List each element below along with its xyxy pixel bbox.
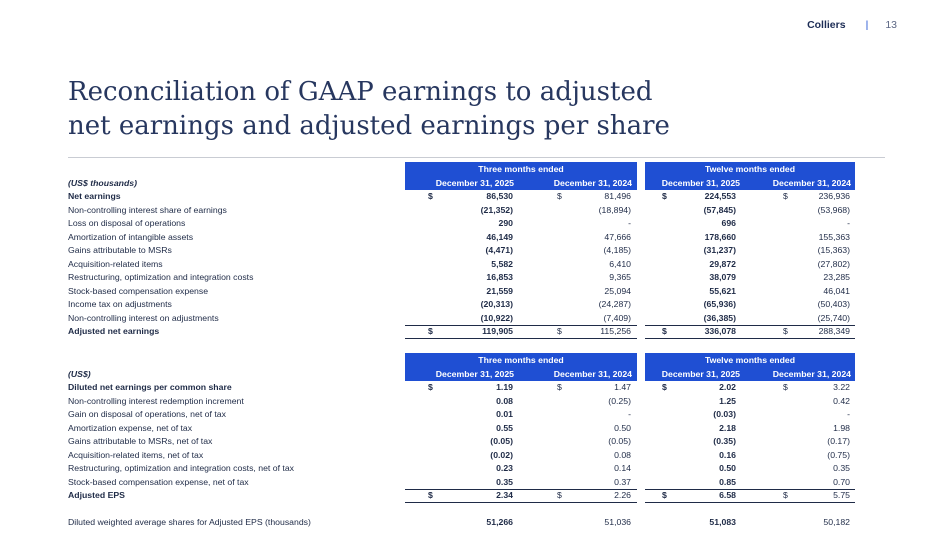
cell-value: (0.02) (490, 449, 513, 460)
cell-value: 2.34 (496, 490, 513, 500)
cell-value: 3.22 (833, 382, 850, 392)
cell-value: 2.26 (614, 490, 631, 500)
value-cell (405, 325, 520, 339)
cell-value: 0.42 (833, 395, 850, 406)
row-label: Stock-based compensation expense (68, 285, 209, 296)
currency-symbol: $ (557, 490, 562, 500)
currency-symbol: $ (557, 382, 562, 392)
cell-value: (10,922) (480, 312, 513, 323)
value-cell (405, 489, 520, 503)
cell-value: - (628, 218, 631, 228)
row-label: Non-controlling interest on adjustments (68, 312, 219, 323)
cell-value: 46,041 (823, 285, 850, 296)
cell-value: 0.23 (496, 463, 513, 473)
cell-value: 0.50 (614, 422, 631, 433)
twelve-months-header: Twelve months ended (645, 353, 855, 367)
table-row (68, 435, 855, 449)
currency-symbol: $ (783, 191, 788, 201)
value-cell (645, 489, 742, 503)
column-header: December 31, 2024 (742, 367, 855, 381)
cell-value: 0.70 (833, 476, 850, 487)
page-title (68, 75, 670, 143)
cell-value: 288,349 (818, 326, 850, 336)
cell-value: (0.05) (608, 436, 631, 446)
cell-value: 2.02 (719, 382, 736, 392)
currency-symbol: $ (662, 326, 667, 336)
cell-value: (4,185) (603, 245, 631, 255)
cell-value: 46,149 (486, 231, 513, 242)
row-label: Gain on disposal of operations, net of tax (68, 409, 226, 419)
cell-value: 178,660 (704, 231, 736, 242)
table-row-total (68, 325, 855, 339)
row-label: Gains attributable to MSRs (68, 245, 172, 255)
cell-value: 1.19 (496, 382, 513, 392)
currency-symbol: $ (557, 191, 562, 201)
cell-value: - (628, 409, 631, 419)
cell-value: (65,936) (703, 299, 736, 309)
cell-value: 50,182 (823, 517, 850, 527)
row-label: Adjusted net earnings (68, 326, 160, 336)
unit-label: (US$) (68, 369, 91, 379)
unit-label: (US$ thousands) (68, 178, 138, 188)
table-row (68, 422, 855, 436)
earnings-table-group-header (68, 162, 855, 176)
column-header: December 31, 2024 (520, 176, 637, 190)
cell-value: 1.98 (833, 422, 850, 433)
row-label: Non-controlling interest redemption increment (68, 395, 244, 406)
cell-value: 0.85 (719, 476, 736, 487)
cell-value: - (847, 218, 850, 228)
table-row (68, 408, 855, 422)
table-row (68, 476, 855, 490)
cell-value: (0.03) (713, 409, 736, 419)
page-number: 13 (885, 19, 897, 31)
cell-value: 25,094 (604, 285, 631, 296)
cell-value: 23,285 (823, 272, 850, 282)
cell-value: 0.35 (833, 463, 850, 473)
currency-symbol: $ (428, 382, 433, 392)
cell-value: (15,363) (817, 245, 850, 255)
cell-value: 86,530 (486, 191, 513, 201)
cell-value: (7,409) (603, 312, 631, 323)
row-label: Amortization expense, net of tax (68, 422, 193, 433)
table-row (68, 462, 855, 476)
currency-symbol: $ (783, 382, 788, 392)
cell-value: (0.35) (713, 436, 736, 446)
currency-symbol: $ (662, 382, 667, 392)
cell-value: 236,936 (818, 191, 850, 201)
currency-symbol: $ (428, 326, 433, 336)
value-cell (405, 190, 520, 204)
cell-value: 224,553 (704, 191, 736, 201)
row-label: Stock-based compensation expense, net of tax (68, 476, 249, 487)
cell-value: (31,237) (703, 245, 736, 255)
value-cell (742, 381, 855, 395)
cell-value: 51,036 (604, 517, 631, 527)
cell-value: (0.05) (490, 436, 513, 446)
cell-value: - (847, 409, 850, 419)
cell-value: (21,352) (480, 204, 513, 215)
row-label: Non-controlling interest share of earnings (68, 204, 227, 215)
cell-value: 696 (721, 218, 736, 228)
title-line-2: net earnings and adjusted earnings per share (68, 111, 670, 141)
value-cell (645, 325, 742, 339)
column-header: December 31, 2024 (520, 367, 637, 381)
cell-value: 290 (498, 218, 513, 228)
table-row (68, 190, 855, 204)
value-cell (645, 190, 742, 204)
value-cell (645, 381, 742, 395)
value-cell (405, 381, 520, 395)
cell-value: 21,559 (486, 285, 513, 296)
eps-table-column-header (68, 367, 855, 381)
cell-value: (0.25) (608, 395, 631, 406)
cell-value: (20,313) (480, 299, 513, 309)
value-cell (742, 325, 855, 339)
row-label: Diluted net earnings per common share (68, 382, 232, 392)
cell-value: 6,410 (609, 258, 631, 269)
table-row (68, 298, 855, 312)
table-row (68, 395, 855, 409)
table-row (68, 285, 855, 299)
cell-value: 2.18 (719, 422, 736, 433)
cell-value: 0.08 (614, 449, 631, 460)
cell-value: (0.75) (827, 449, 850, 460)
table-row (68, 449, 855, 463)
row-label: Loss on disposal of operations (68, 218, 186, 228)
table-row (68, 312, 855, 326)
table-row (68, 381, 855, 395)
cell-value: 0.01 (496, 409, 513, 419)
table-row (68, 271, 855, 285)
row-label: Adjusted EPS (68, 490, 125, 500)
cell-value: (50,403) (817, 299, 850, 309)
eps-table-group-header (68, 353, 855, 367)
twelve-months-header: Twelve months ended (645, 162, 855, 176)
cell-value: 1.47 (614, 382, 631, 392)
cell-value: (4,471) (485, 245, 513, 255)
cell-value: (57,845) (703, 204, 736, 215)
cell-value: 336,078 (704, 326, 736, 336)
cell-value: (25,740) (817, 312, 850, 323)
brand-name: Colliers (807, 19, 846, 31)
cell-value: 51,083 (709, 517, 736, 527)
cell-value: 55,621 (709, 285, 736, 296)
value-cell (742, 190, 855, 204)
currency-symbol: $ (662, 191, 667, 201)
cell-value: 0.50 (719, 463, 736, 473)
row-label: Net earnings (68, 191, 121, 201)
cell-value: 47,666 (604, 231, 631, 242)
cell-value: 1.25 (719, 395, 736, 406)
cell-value: 115,256 (600, 326, 631, 336)
cell-value: 5.75 (833, 490, 850, 500)
currency-symbol: $ (783, 326, 788, 336)
three-months-header: Three months ended (405, 162, 637, 176)
row-label: Restructuring, optimization and integration costs, net of tax (68, 463, 294, 473)
column-header: December 31, 2025 (645, 176, 742, 190)
title-line-1: Reconciliation of GAAP earnings to adjusted (68, 77, 653, 107)
table-row (68, 258, 855, 272)
currency-symbol: $ (428, 191, 433, 201)
column-header: December 31, 2025 (405, 367, 520, 381)
cell-value: 5,582 (491, 258, 513, 269)
column-header: December 31, 2024 (742, 176, 855, 190)
cell-value: 51,266 (486, 517, 513, 527)
cell-value: (27,802) (817, 258, 850, 269)
currency-symbol: $ (662, 490, 667, 500)
row-label: Gains attributable to MSRs, net of tax (68, 436, 213, 446)
row-label: Diluted weighted average shares for Adjusted EPS (thousands) (68, 517, 311, 527)
row-label: Acquisition-related items (68, 258, 163, 269)
row-label: Income tax on adjustments (68, 299, 172, 309)
row-label: Acquisition-related items, net of tax (68, 449, 204, 460)
cell-value: 0.55 (496, 422, 513, 433)
cell-value: 6.58 (719, 490, 736, 500)
cell-value: (24,287) (598, 299, 631, 309)
value-cell (520, 325, 637, 339)
row-label: Restructuring, optimization and integration costs (68, 272, 254, 282)
cell-value: 0.37 (614, 476, 631, 487)
slide-header (807, 18, 897, 32)
cell-value: 9,365 (609, 272, 631, 282)
header-separator: | (865, 19, 869, 31)
table-row-total (68, 489, 855, 503)
currency-symbol: $ (783, 490, 788, 500)
value-cell (520, 489, 637, 503)
value-cell (742, 489, 855, 503)
value-cell (520, 190, 637, 204)
value-cell (520, 381, 637, 395)
cell-value: (0.17) (827, 436, 850, 446)
cell-value: (53,968) (817, 204, 850, 215)
cell-value: 81,496 (604, 191, 631, 201)
currency-symbol: $ (428, 490, 433, 500)
shares-row (68, 516, 855, 530)
cell-value: 29,872 (709, 258, 736, 269)
table-row (68, 217, 855, 231)
table-row (68, 204, 855, 218)
cell-value: 0.35 (496, 476, 513, 487)
cell-value: 0.08 (496, 395, 513, 406)
three-months-header: Three months ended (405, 353, 637, 367)
title-divider (68, 157, 885, 158)
column-header: December 31, 2025 (405, 176, 520, 190)
earnings-table-column-header (68, 176, 855, 190)
cell-value: (18,894) (598, 204, 631, 215)
table-row (68, 244, 855, 258)
cell-value: 38,079 (709, 272, 736, 282)
currency-symbol: $ (557, 326, 562, 336)
cell-value: 0.14 (614, 463, 631, 473)
cell-value: 119,905 (482, 326, 513, 336)
row-label: Amortization of intangible assets (68, 231, 194, 242)
cell-value: 16,853 (486, 272, 513, 282)
cell-value: (36,385) (703, 312, 736, 323)
cell-value: 0.16 (719, 449, 736, 460)
column-header: December 31, 2025 (645, 367, 742, 381)
cell-value: 155,363 (818, 231, 850, 242)
table-row (68, 231, 855, 245)
